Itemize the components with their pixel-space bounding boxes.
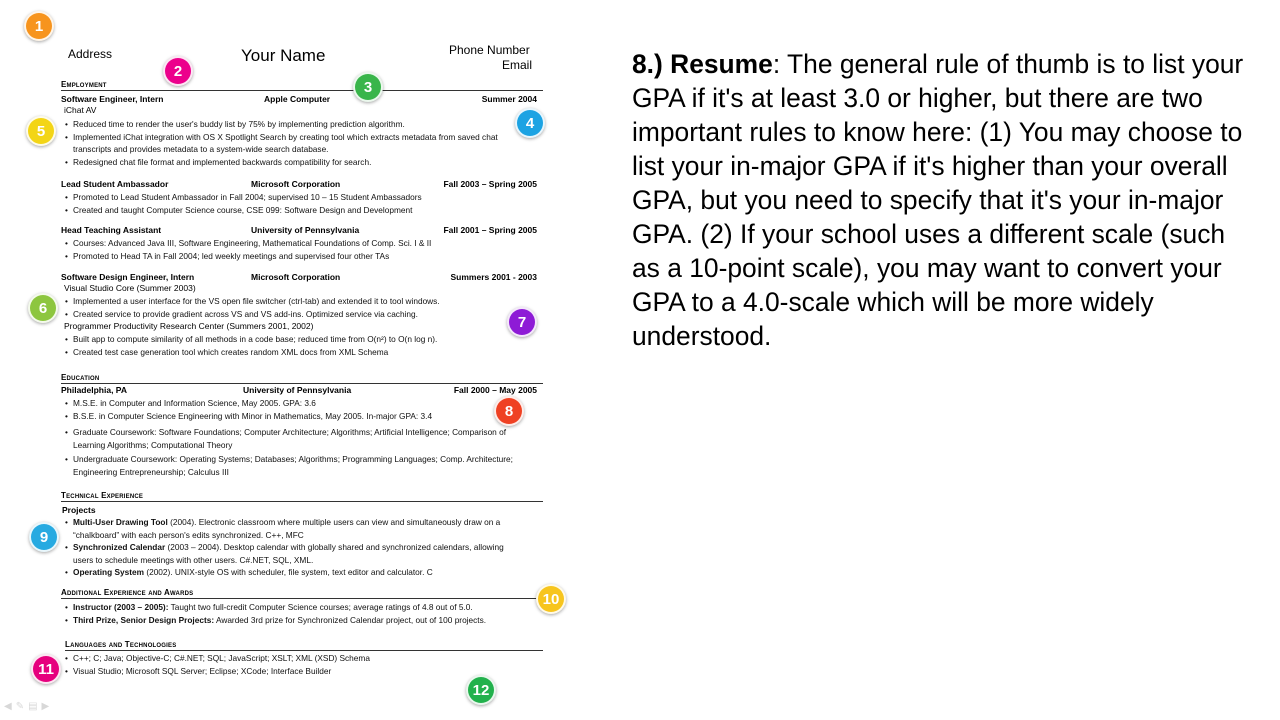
prev-icon[interactable]: ◀ [4, 701, 16, 712]
bullet-item: • Created service to provide gradient across VS and VS add-ins. Optimized service via caching. [65, 308, 535, 321]
bullet-item: • Visual Studio; Microsoft SQL Server; Eclipse; XCode; Interface Builder [65, 665, 535, 678]
bullet-item: • Built app to compute similarity of all methods in a code base; reduced time from O(n²) to O(n log n). [65, 333, 535, 346]
job-subtitle: iChat AV [64, 105, 97, 115]
bullet-item [65, 516, 525, 541]
address-label: Address [68, 47, 113, 61]
name-label: Your Name [241, 46, 326, 65]
project-text: (2004). Electronic classroom where multiple users can view and simultaneously draw on a “chalkboard” with each person's edits synchronized. C++, MFC [73, 517, 501, 540]
additional-heading: Additional Experience and Awards [61, 588, 543, 599]
job-bullets [65, 191, 535, 216]
employment-heading: Employment [61, 80, 543, 91]
badge-7: 7 [507, 307, 537, 337]
bullet-item [65, 566, 525, 579]
bullet-item: • M.S.E. in Computer and Information Science, May 2005. GPA: 3.6 [65, 397, 535, 410]
description-topic: Resume [670, 49, 773, 79]
bullet-item: • Promoted to Head TA in Fall 2004; led weekly meetings and supervised four other TAs [65, 250, 535, 263]
projects-label: Projects [62, 505, 96, 515]
technical-heading: Technical Experience [61, 491, 543, 502]
award-name: Instructor (2003 – 2005): [73, 602, 169, 612]
award-text: Awarded 3rd prize for Synchronized Calendar project, out of 100 projects. [214, 614, 487, 625]
badge-9: 9 [29, 522, 59, 552]
badge-4: 4 [515, 108, 545, 138]
degree-bullets [65, 397, 535, 422]
project-text: (2002). UNIX-style OS with scheduler, file system, text editor and calculator. C [144, 567, 433, 577]
job-org: Microsoft Corporation [251, 272, 341, 282]
email-label: Email [502, 58, 533, 72]
job-row [61, 179, 537, 189]
bullet-item: • Created test case generation tool which creates random XML docs from XML Schema [65, 346, 535, 359]
job-dates: Summers 2001 - 2003 [450, 272, 537, 282]
description-number: 8.) [632, 49, 671, 79]
languages-heading: Languages and Technologies [65, 640, 543, 651]
bullet-item: • Courses: Advanced Java III, Software Engineering, Mathematical Foundations of Comp. Sci. I & II [65, 237, 535, 250]
next-icon[interactable]: ▶ [41, 701, 54, 712]
badge-12: 12 [466, 675, 496, 705]
slide-controls[interactable] [4, 701, 53, 712]
bullet-item: • Implemented iChat integration with OS X Spotlight Search by creating tool which extracts metadata from saved chat transcripts and provides metadata to a system-wide search database. [65, 131, 520, 156]
coursework-bullets [65, 426, 525, 451]
job-org: Apple Computer [264, 94, 331, 104]
bullet-item: • Undergraduate Coursework: Operating Systems; Databases; Algorithms; Programming Languages; Comp. Architecture; Engineering Entrepreneurship; Calculus III [65, 453, 525, 478]
badge-10: 10 [536, 584, 566, 614]
badge-5: 5 [26, 116, 56, 146]
bullet-item: • Created and taught Computer Science course, CSE 099: Software Design and Development [65, 204, 535, 217]
phone-label: Phone Number [449, 43, 530, 57]
job-bullets [65, 118, 535, 168]
project-bullets [65, 516, 525, 579]
job-title: Lead Student Ambassador [61, 179, 169, 189]
job-row [61, 94, 537, 104]
job-bullets [65, 333, 535, 358]
badge-3: 3 [353, 72, 383, 102]
bullet-item: • Implemented a user interface for the VS open file switcher (ctrl-tab) and extended it to tool windows. [65, 295, 535, 308]
project-name: Multi-User Drawing Tool [73, 517, 168, 527]
job-bullets [65, 237, 535, 262]
job-org: University of Pennsylvania [251, 225, 360, 235]
bullet-item [65, 541, 525, 566]
badge-1: 1 [24, 11, 54, 41]
job-dates: Fall 2003 – Spring 2005 [443, 179, 537, 189]
bullet-item: • Graduate Coursework: Software Foundations; Computer Architecture; Algorithms; Artificial Intelligence; Comparison of Learning Algorithms; Computational Theory [65, 426, 525, 451]
job-title: Software Design Engineer, Intern [61, 272, 195, 282]
award-text: Taught two full-credit Computer Science courses; average ratings of 4.8 out of 5.0. [168, 602, 473, 612]
language-bullets [65, 652, 535, 677]
badge-8: 8 [494, 396, 524, 426]
description-text [632, 47, 1252, 353]
job-subtitle: Visual Studio Core (Summer 2003) [64, 283, 196, 293]
bullet-item [65, 601, 535, 614]
description-body: : The general rule of thumb is to list your GPA if it's at least 3.0 or higher, but there are two important rules to know here: (1) You may choose to list your in-major GPA if it's higher than your overall GPA, but you need to specify that it's your in-major GPA. (2) If your school uses a different scale (such as a 10-point scale), you may want to convert your GPA to a 4.0-scale which will be more widely understood. [632, 49, 1244, 351]
bullet-item: • C++; C; Java; Objective-C; C#.NET; SQL; JavaScript; XSLT; XML (XSD) Schema [65, 652, 535, 665]
project-text: (2003 – 2004). Desktop calendar with globally shared and synchronized calendars, allowing users to schedule meetings with other users. C#.NET, SQL, XML. [73, 542, 504, 565]
badge-2: 2 [163, 56, 193, 86]
badge-6: 6 [28, 293, 58, 323]
bullet-item: • Reduced time to render the user's buddy list by 75% by implementing prediction algorithm. [65, 118, 535, 131]
coursework-bullets [65, 453, 525, 478]
bullet-item: • B.S.E. in Computer Science Engineering with Minor in Mathematics, May 2005. In-major GPA: 3.4 [65, 410, 535, 423]
education-school: University of Pennsylvania [243, 385, 352, 395]
education-dates: Fall 2000 – May 2005 [453, 385, 537, 395]
award-name: Third Prize, Senior Design Projects: [73, 614, 215, 625]
resume-image [0, 0, 600, 720]
job-org: Microsoft Corporation [251, 179, 341, 189]
education-location: Philadelphia, PA [61, 385, 127, 395]
job-dates: Fall 2001 – Spring 2005 [443, 225, 537, 235]
menu-icon[interactable]: ▤ [28, 701, 42, 712]
education-heading: Education [61, 373, 543, 384]
project-name: Synchronized Calendar [73, 542, 166, 552]
bullet-item [65, 614, 535, 627]
education-row [61, 385, 537, 395]
bullet-item: • Redesigned chat file format and implemented backwards compatibility for search. [65, 156, 535, 169]
bullet-item: • Promoted to Lead Student Ambassador in Fall 2004; supervised 10 – 15 Student Ambassadors [65, 191, 535, 204]
job-bullets [65, 295, 535, 320]
pen-icon[interactable]: ✎ [15, 701, 29, 712]
job-dates: Summer 2004 [481, 94, 537, 104]
job-row [61, 225, 537, 235]
additional-bullets [65, 601, 535, 626]
job-title: Head Teaching Assistant [61, 225, 162, 235]
job-row [61, 272, 537, 282]
badge-11: 11 [31, 654, 61, 684]
project-name: Operating System [73, 567, 145, 577]
job-title: Software Engineer, Intern [61, 94, 164, 104]
job-subtitle: Programmer Productivity Research Center (Summers 2001, 2002) [64, 321, 314, 331]
